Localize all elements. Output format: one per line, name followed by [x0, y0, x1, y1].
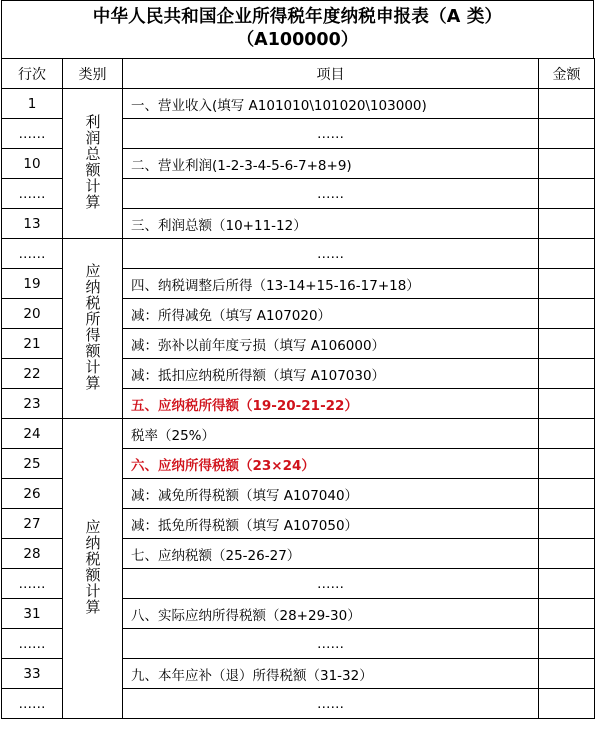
line-number: …… — [2, 119, 63, 149]
category-label: 应纳税所得额计算 — [83, 262, 102, 391]
item-text: 八、实际应纳所得税额（28+29-30） — [123, 599, 539, 629]
amount-cell[interactable] — [539, 149, 595, 179]
item-text: …… — [123, 689, 539, 719]
line-number: 27 — [2, 509, 63, 539]
line-number: 20 — [2, 299, 63, 329]
amount-cell[interactable] — [539, 659, 595, 689]
amount-cell[interactable] — [539, 479, 595, 509]
category-cell-profit — [63, 89, 123, 239]
item-text: …… — [123, 119, 539, 149]
table-row — [2, 419, 595, 449]
tax-return-form — [1, 0, 594, 719]
line-number: …… — [2, 239, 63, 269]
amount-cell[interactable] — [539, 239, 595, 269]
item-text: …… — [123, 629, 539, 659]
item-text: 二、营业利润(1-2-3-4-5-6-7+8+9) — [123, 149, 539, 179]
amount-cell[interactable] — [539, 449, 595, 479]
amount-cell[interactable] — [539, 569, 595, 599]
amount-cell[interactable] — [539, 269, 595, 299]
amount-cell[interactable] — [539, 419, 595, 449]
line-number: 33 — [2, 659, 63, 689]
header-amount: 金额 — [539, 59, 595, 89]
form-title: 中华人民共和国企业所得税年度纳税申报表（A 类） — [92, 7, 503, 27]
line-number: 23 — [2, 389, 63, 419]
item-text-highlight: 六、应纳所得税额（23×24） — [123, 449, 539, 479]
amount-cell[interactable] — [539, 119, 595, 149]
item-text-highlight: 五、应纳税所得额（19-20-21-22） — [123, 389, 539, 419]
amount-cell[interactable] — [539, 509, 595, 539]
line-number: 24 — [2, 419, 63, 449]
item-text: 减：抵扣应纳税所得额（填写 A107030） — [123, 359, 539, 389]
item-text: …… — [123, 569, 539, 599]
line-number: …… — [2, 569, 63, 599]
amount-cell[interactable] — [539, 389, 595, 419]
line-number: 31 — [2, 599, 63, 629]
table-row — [2, 89, 595, 119]
table-header-row — [2, 59, 595, 89]
item-text: 七、应纳税额（25-26-27） — [123, 539, 539, 569]
line-number: 10 — [2, 149, 63, 179]
header-line-no: 行次 — [2, 59, 63, 89]
amount-cell[interactable] — [539, 299, 595, 329]
table-row — [2, 239, 595, 269]
form-code: （A100000） — [236, 30, 359, 50]
line-number: 25 — [2, 449, 63, 479]
amount-cell[interactable] — [539, 359, 595, 389]
amount-cell[interactable] — [539, 179, 595, 209]
header-category: 类别 — [63, 59, 123, 89]
item-text: 减：所得减免（填写 A107020） — [123, 299, 539, 329]
line-number: 13 — [2, 209, 63, 239]
line-number: 19 — [2, 269, 63, 299]
item-text: …… — [123, 179, 539, 209]
amount-cell[interactable] — [539, 539, 595, 569]
item-text: 九、本年应补（退）所得税额（31-32） — [123, 659, 539, 689]
item-text: …… — [123, 239, 539, 269]
tax-table — [1, 58, 595, 719]
line-number: 1 — [2, 89, 63, 119]
item-text: 减：减免所得税额（填写 A107040） — [123, 479, 539, 509]
category-label: 利润总额计算 — [83, 113, 102, 210]
category-label: 应纳税额计算 — [83, 518, 102, 615]
header-item: 项目 — [123, 59, 539, 89]
line-number: 28 — [2, 539, 63, 569]
amount-cell[interactable] — [539, 209, 595, 239]
amount-cell[interactable] — [539, 89, 595, 119]
item-text: 三、利润总额（10+11-12） — [123, 209, 539, 239]
line-number: 26 — [2, 479, 63, 509]
amount-cell[interactable] — [539, 599, 595, 629]
amount-cell[interactable] — [539, 689, 595, 719]
category-cell-tax-payable — [63, 419, 123, 719]
category-cell-taxable-income — [63, 239, 123, 419]
item-text: 四、纳税调整后所得（13-14+15-16-17+18） — [123, 269, 539, 299]
amount-cell[interactable] — [539, 329, 595, 359]
line-number: …… — [2, 689, 63, 719]
line-number: 21 — [2, 329, 63, 359]
amount-cell[interactable] — [539, 629, 595, 659]
line-number: 22 — [2, 359, 63, 389]
line-number: …… — [2, 179, 63, 209]
item-text: 税率（25%） — [123, 419, 539, 449]
item-text: 减：抵免所得税额（填写 A107050） — [123, 509, 539, 539]
form-title-box — [1, 0, 594, 58]
line-number: …… — [2, 629, 63, 659]
item-text: 一、营业收入(填写 A101010\101020\103000) — [123, 89, 539, 119]
item-text: 减：弥补以前年度亏损（填写 A106000） — [123, 329, 539, 359]
